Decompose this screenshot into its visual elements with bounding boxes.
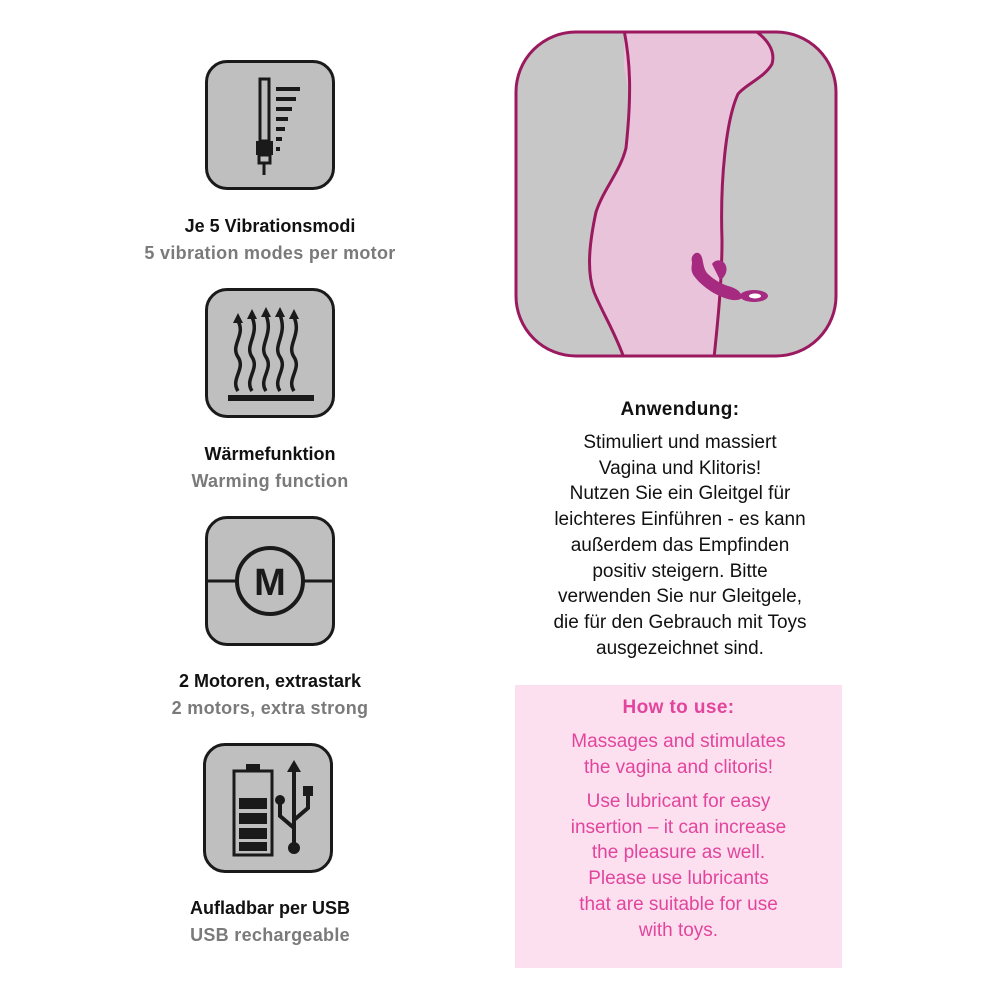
feature-subtitle-vibration: 5 vibration modes per motor — [144, 243, 396, 263]
english-line: with toys. — [638, 919, 719, 941]
german-heading: Anwendung: — [620, 399, 740, 420]
german-line: positiv steigern. Bitte — [592, 560, 768, 582]
battery-usb-icon — [203, 743, 333, 873]
english-line: insertion – it can increase — [570, 816, 787, 838]
german-line: leichteres Einführen - es kann — [554, 509, 806, 531]
english-instructions-box — [515, 685, 842, 968]
feature-title-vibration: Je 5 Vibrationsmodi — [184, 216, 356, 236]
english-line: that are suitable for use — [579, 893, 778, 915]
vibration-levels-icon — [205, 60, 335, 190]
feature-title-warming: Wärmefunktion — [204, 444, 336, 464]
german-line: Nutzen Sie ein Gleitgel für — [569, 483, 791, 505]
heat-waves-icon — [205, 288, 335, 418]
german-line: Stimuliert und massiert — [583, 432, 777, 453]
english-line: the pleasure as well. — [591, 842, 766, 864]
english-paragraph-1 — [515, 729, 842, 780]
german-line: ausgezeichnet sind. — [596, 637, 764, 659]
feature-subtitle-motors: 2 motors, extra strong — [171, 698, 369, 718]
english-heading: How to use: — [622, 697, 735, 718]
english-line: Please use lubricants — [588, 868, 769, 890]
english-line: Use lubricant for easy — [586, 791, 771, 812]
feature-title-motors: 2 Motoren, extrastark — [178, 671, 362, 691]
english-paragraph-2 — [515, 789, 842, 943]
english-line: Massages and stimulates — [571, 731, 786, 752]
usage-illustration-icon — [514, 30, 838, 358]
german-line: die für den Gebrauch mit Toys — [553, 611, 807, 633]
german-line: außerdem das Empfinden — [570, 534, 790, 556]
english-line: the vagina and clitoris! — [583, 756, 774, 778]
motor-icon — [205, 516, 335, 646]
german-line: verwenden Sie nur Gleitgele, — [558, 586, 802, 608]
german-line: Vagina und Klitoris! — [598, 457, 762, 479]
german-body — [480, 430, 880, 661]
feature-subtitle-warming: Warming function — [191, 471, 349, 491]
feature-subtitle-usb: USB rechargeable — [190, 925, 350, 945]
motor-letter: M — [254, 562, 286, 604]
feature-title-usb: Aufladbar per USB — [189, 898, 351, 918]
